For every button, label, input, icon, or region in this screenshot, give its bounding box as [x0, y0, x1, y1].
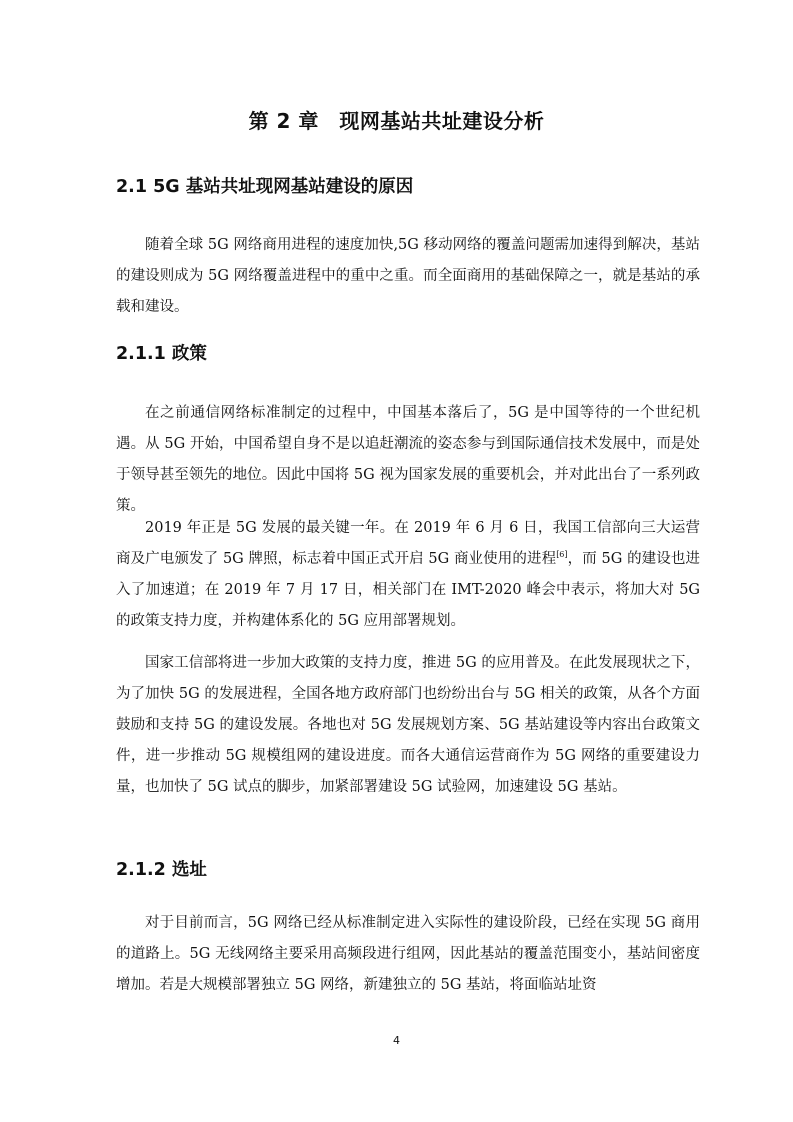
subsection-heading-policy: 2.1.1 政策: [116, 344, 207, 364]
site-paragraph-1: 对于目前而言，5G 网络已经从标准制定进入实际性的建设阶段，已经在实现 5G 商用的道路上。5G 无线网络主要采用高频段进行组网，因此基站的覆盖范围变小，基站间密度增加。若是大规模部署独立 5G 网络，新建独立的 5G 基站，将面临站址资: [116, 915, 700, 993]
policy-paragraph-2-text-b: ，而 5G 的建设也进入了加速道；在 2019 年 7 月 17 日，相关部门在 IMT-2020 峰会中表示，将加大对 5G 的政策支持力度，并构建体系化的 5G 应用部署规划。: [116, 551, 700, 629]
subsection-heading-site: 2.1.2 选址: [116, 860, 207, 880]
page-number: 4: [393, 1034, 400, 1047]
section-heading: 2.1 5G 基站共址现网基站建设的原因: [116, 177, 414, 197]
chapter-title: 第 2 章 现网基站共址建设分析: [248, 109, 545, 133]
citation-reference[interactable]: [6]: [556, 550, 568, 560]
policy-paragraph-1: 在之前通信网络标准制定的过程中，中国基本落后了，5G 是中国等待的一个世纪机遇。从 5G 开始，中国希望自身不是以追赶潮流的姿态参与到国际通信技术发展中，而是处于领导甚至领先的地位。因此中国将 5G 视为国家发展的重要机会，并对此出台了一系列政策。: [116, 405, 700, 514]
policy-paragraph-2-text-a: 2019 年正是 5G 发展的最关键一年。在 2019 年 6 月 6 日，我国工信部向三大运营商及广电颁发了 5G 牌照，标志着中国正式开启 5G 商业使用的进程: [116, 520, 700, 567]
policy-paragraph-2: [116, 513, 700, 637]
section-intro-paragraph: 随着全球 5G 网络商用进程的速度加快,5G 移动网络的覆盖问题需加速得到解决，基站的建设则成为 5G 网络覆盖进程中的重中之重。而全面商用的基础保障之一，就是基站的承载和建设。: [116, 237, 700, 315]
policy-paragraph-3: 国家工信部将进一步加大政策的支持力度，推进 5G 的应用普及。在此发展现状之下，为了加快 5G 的发展进程，全国各地方政府部门也纷纷出台与 5G 相关的政策，从各个方面鼓励和支持 5G 的建设发展。各地也对 5G 发展规划方案、5G 基站建设等内容出台政策文件，进一步推动 5G 规模组网的建设进度。而各大通信运营商作为 5G 网络的重要建设力量，也加快了 5G 试点的脚步，加紧部署建设 5G 试验网，加速建设 5G 基站。: [116, 655, 700, 795]
